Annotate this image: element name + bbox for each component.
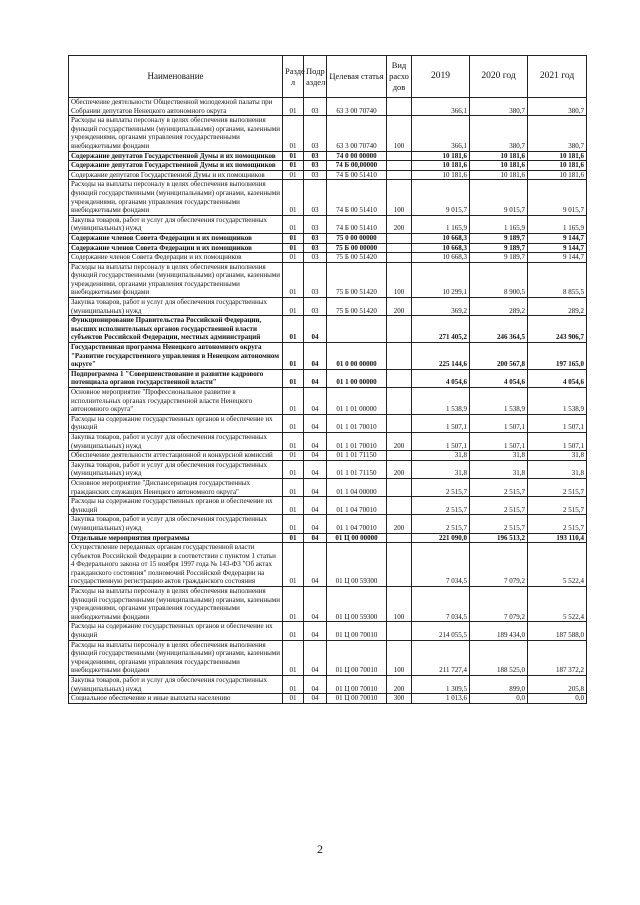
row-expense-type: 200 (387, 298, 412, 316)
row-value-2021: 9 144,7 (528, 233, 587, 243)
row-name: Закупка товаров, работ и услуг для обеспечения государственных (муниципальных) нужд (69, 432, 283, 450)
row-name: Содержание депутатов Государственной Думы и их помощников (69, 151, 283, 161)
row-value-2020: 9 189,7 (470, 243, 528, 253)
header-section: Разде л (283, 56, 304, 98)
row-value-2019: 225 144,6 (412, 343, 470, 370)
row-value-2019: 4 054,6 (412, 369, 470, 387)
table-row (69, 151, 587, 161)
row-value-2019: 271 405,2 (412, 316, 470, 343)
row-value-2019: 366,1 (412, 116, 470, 151)
row-target-article: 01 1 00 00000 (327, 369, 387, 387)
row-value-2020: 1 507,1 (470, 432, 528, 450)
row-value-2020: 10 181,6 (470, 170, 528, 180)
row-value-2021: 8 855,5 (528, 262, 587, 297)
header-year-2020: 2020 год (470, 56, 528, 98)
row-expense-type (387, 478, 412, 496)
row-name: Подпрограмма 1 "Совершенствование и развитие кадрового потенциала органов государственной власти" (69, 369, 283, 387)
row-expense-type (387, 388, 412, 415)
table-row (69, 478, 587, 496)
row-value-2021: 243 906,7 (528, 316, 587, 343)
row-name: Основное мероприятие "Диспансеризация государственных гражданских служащих Ненецкого автономного округа" (69, 478, 283, 496)
row-value-2021: 2 515,7 (528, 515, 587, 533)
row-subsection: 04 (304, 622, 327, 640)
row-target-article: 01 1 01 70010 (327, 432, 387, 450)
row-target-article: 75 0 00 00000 (327, 233, 387, 243)
row-value-2021: 9 144,7 (528, 243, 587, 253)
row-name: Расходы на выплаты персоналу в целях обеспечения выполнения функций государственными (муниципальными) органами, казенными учреждениями, органами управления государственными внебюджетными фондами (69, 180, 283, 215)
row-value-2021: 0,0 (528, 694, 587, 704)
row-value-2019: 366,1 (412, 98, 470, 116)
row-value-2019: 1 507,1 (412, 432, 470, 450)
row-target-article: 01 Ц 00 70010 (327, 622, 387, 640)
row-name: Содержание членов Совета Федерации и их помощников (69, 253, 283, 263)
row-section: 01 (283, 460, 304, 478)
row-expense-type (387, 343, 412, 370)
table-row (69, 243, 587, 253)
row-value-2021: 2 515,7 (528, 497, 587, 515)
row-value-2019: 10 181,6 (412, 161, 470, 171)
row-section: 01 (283, 170, 304, 180)
row-value-2020: 10 181,6 (470, 161, 528, 171)
row-section: 01 (283, 676, 304, 694)
row-value-2020: 8 900,5 (470, 262, 528, 297)
row-subsection: 04 (304, 388, 327, 415)
row-target-article (327, 316, 387, 343)
header-year-2021: 2021 год (528, 56, 587, 98)
row-value-2020: 1 507,1 (470, 414, 528, 432)
row-subsection: 04 (304, 640, 327, 675)
row-name: Расходы на выплаты персоналу в целях обеспечения выполнения функций государственными (муниципальными) органами, казенными учреждениями, органами управления государственными внебюджетными фондами (69, 116, 283, 151)
row-expense-type (387, 233, 412, 243)
row-subsection: 04 (304, 460, 327, 478)
row-value-2020: 7 079,2 (470, 587, 528, 622)
row-value-2021: 5 522,4 (528, 587, 587, 622)
table-row (69, 432, 587, 450)
row-value-2019: 2 515,7 (412, 497, 470, 515)
row-target-article: 63 3 00 70740 (327, 116, 387, 151)
row-value-2020: 188 525,0 (470, 640, 528, 675)
row-expense-type: 100 (387, 640, 412, 675)
row-subsection: 03 (304, 161, 327, 171)
table-row (69, 369, 587, 387)
row-value-2020: 31,8 (470, 451, 528, 461)
table-row (69, 233, 587, 243)
row-value-2020: 0,0 (470, 694, 528, 704)
row-target-article: 63 3 00 70740 (327, 98, 387, 116)
row-value-2019: 10 181,6 (412, 170, 470, 180)
row-section: 01 (283, 233, 304, 243)
row-value-2019: 2 515,7 (412, 515, 470, 533)
table-row (69, 170, 587, 180)
row-value-2020: 2 515,7 (470, 497, 528, 515)
table-row (69, 215, 587, 233)
table-row (69, 543, 587, 587)
row-expense-type (387, 543, 412, 587)
header-target-article: Целевая статья (327, 56, 387, 98)
row-section: 01 (283, 161, 304, 171)
header-expense-type: Вид расхо дов (387, 56, 412, 98)
row-expense-type (387, 369, 412, 387)
row-value-2019: 221 090,0 (412, 533, 470, 543)
row-section: 01 (283, 343, 304, 370)
row-name: Расходы на выплаты персоналу в целях обеспечения выполнения функций государственными (муниципальными) органами, казенными учреждениями, органами управления государственными внебюджетными фондами (69, 262, 283, 297)
row-target-article: 75 Б 00 51420 (327, 262, 387, 297)
row-subsection: 03 (304, 98, 327, 116)
row-section: 01 (283, 432, 304, 450)
row-value-2019: 1 165,9 (412, 215, 470, 233)
row-target-article: 01 1 01 70010 (327, 414, 387, 432)
row-value-2020: 2 515,7 (470, 478, 528, 496)
row-value-2021: 187 372,2 (528, 640, 587, 675)
row-expense-type (387, 161, 412, 171)
row-expense-type (387, 533, 412, 543)
row-value-2021: 193 110,4 (528, 533, 587, 543)
row-value-2021: 1 165,9 (528, 215, 587, 233)
row-target-article: 01 1 01 71150 (327, 460, 387, 478)
row-expense-type: 200 (387, 432, 412, 450)
row-expense-type (387, 451, 412, 461)
table-row (69, 622, 587, 640)
row-value-2019: 7 034,5 (412, 543, 470, 587)
row-subsection: 03 (304, 170, 327, 180)
row-value-2019: 10 668,3 (412, 243, 470, 253)
row-value-2019: 369,2 (412, 298, 470, 316)
row-subsection: 03 (304, 298, 327, 316)
row-value-2021: 5 522,4 (528, 543, 587, 587)
row-value-2021: 197 165,0 (528, 343, 587, 370)
row-value-2019: 31,8 (412, 460, 470, 478)
row-value-2020: 289,2 (470, 298, 528, 316)
table-row (69, 587, 587, 622)
table-row (69, 451, 587, 461)
row-expense-type (387, 98, 412, 116)
table-row (69, 262, 587, 297)
row-expense-type (387, 497, 412, 515)
row-value-2021: 10 181,6 (528, 161, 587, 171)
row-value-2020: 246 364,5 (470, 316, 528, 343)
row-value-2021: 1 507,1 (528, 414, 587, 432)
table-row (69, 388, 587, 415)
row-target-article: 01 1 04 70010 (327, 515, 387, 533)
table-row (69, 694, 587, 704)
row-target-article: 74 Б 00 51410 (327, 170, 387, 180)
row-expense-type: 200 (387, 676, 412, 694)
row-name: Содержание членов Совета Федерации и их помощников (69, 233, 283, 243)
row-value-2021: 187 588,0 (528, 622, 587, 640)
row-target-article: 75 Б 00 51420 (327, 253, 387, 263)
row-section: 01 (283, 543, 304, 587)
row-target-article: 01 0 00 00000 (327, 343, 387, 370)
row-section: 01 (283, 451, 304, 461)
row-value-2021: 380,7 (528, 116, 587, 151)
row-name: Государственная программа Ненецкого автономного округа "Развитие государственного управления в Ненецком автономном округе" (69, 343, 283, 370)
row-value-2020: 196 513,2 (470, 533, 528, 543)
row-section: 01 (283, 98, 304, 116)
row-value-2019: 10 181,6 (412, 151, 470, 161)
row-expense-type: 300 (387, 694, 412, 704)
row-subsection: 04 (304, 414, 327, 432)
row-name: Расходы на содержание государственных органов и обеспечение их функций (69, 622, 283, 640)
row-subsection: 04 (304, 587, 327, 622)
row-target-article: 74 Б 00 51410 (327, 180, 387, 215)
table-row (69, 98, 587, 116)
table-row (69, 640, 587, 675)
row-name: Расходы на содержание государственных органов и обеспечение их функций (69, 414, 283, 432)
row-expense-type: 100 (387, 116, 412, 151)
row-section: 01 (283, 414, 304, 432)
row-value-2020: 7 079,2 (470, 543, 528, 587)
row-section: 01 (283, 316, 304, 343)
row-value-2021: 2 515,7 (528, 478, 587, 496)
row-subsection: 03 (304, 180, 327, 215)
row-section: 01 (283, 533, 304, 543)
table-row (69, 515, 587, 533)
table-row (69, 460, 587, 478)
row-value-2019: 10 668,3 (412, 233, 470, 243)
row-subsection: 04 (304, 694, 327, 704)
row-subsection: 04 (304, 676, 327, 694)
header-year-2019: 2019 (412, 56, 470, 98)
row-target-article: 01 1 04 00000 (327, 478, 387, 496)
row-value-2020: 380,7 (470, 98, 528, 116)
row-name: Обеспечение деятельности аттестационной и конкурсной комиссий (69, 451, 283, 461)
row-target-article: 74 0 00 00000 (327, 151, 387, 161)
row-value-2019: 9 015,7 (412, 180, 470, 215)
table-row (69, 414, 587, 432)
row-value-2020: 380,7 (470, 116, 528, 151)
row-value-2019: 10 299,1 (412, 262, 470, 297)
table-row (69, 161, 587, 171)
header-name: Наименование (69, 56, 283, 98)
row-value-2020: 9 189,7 (470, 233, 528, 243)
row-name: Обеспечение деятельности Общественной молодежной палаты при Собрании депутатов Ненецкого автономного округа (69, 98, 283, 116)
row-subsection: 03 (304, 253, 327, 263)
row-expense-type: 100 (387, 180, 412, 215)
row-expense-type: 200 (387, 515, 412, 533)
table-row (69, 180, 587, 215)
table-row (69, 298, 587, 316)
row-value-2020: 189 434,0 (470, 622, 528, 640)
row-value-2019: 7 034,5 (412, 587, 470, 622)
row-value-2020: 200 567,8 (470, 343, 528, 370)
row-subsection: 04 (304, 316, 327, 343)
row-subsection: 04 (304, 343, 327, 370)
page-number: 2 (317, 842, 323, 856)
row-section: 01 (283, 262, 304, 297)
row-expense-type (387, 253, 412, 263)
row-name: Содержание членов Совета Федерации и их помощников (69, 243, 283, 253)
row-expense-type: 200 (387, 460, 412, 478)
row-target-article: 74 Б 00 51410 (327, 215, 387, 233)
row-subsection: 03 (304, 215, 327, 233)
row-value-2021: 9 144,7 (528, 253, 587, 263)
row-section: 01 (283, 243, 304, 253)
row-value-2019: 2 515,7 (412, 478, 470, 496)
row-target-article: 01 Ц 00 70010 (327, 676, 387, 694)
row-expense-type (387, 170, 412, 180)
row-value-2021: 10 181,6 (528, 151, 587, 161)
row-value-2020: 31,8 (470, 460, 528, 478)
row-name: Основное мероприятие "Профессиональное развитие в исполнительных органах государственной власти Ненецкого автономного округа" (69, 388, 283, 415)
row-section: 01 (283, 180, 304, 215)
row-section: 01 (283, 587, 304, 622)
row-expense-type (387, 151, 412, 161)
row-subsection: 04 (304, 451, 327, 461)
row-section: 01 (283, 116, 304, 151)
row-subsection: 03 (304, 116, 327, 151)
row-name: Закупка товаров, работ и услуг для обеспечения государственных (муниципальных) нужд (69, 215, 283, 233)
table-row (69, 116, 587, 151)
row-subsection: 03 (304, 243, 327, 253)
row-subsection: 04 (304, 497, 327, 515)
row-value-2019: 211 727,4 (412, 640, 470, 675)
row-name: Содержание депутатов Государственной Думы и их помощников (69, 170, 283, 180)
row-target-article: 01 1 01 71150 (327, 451, 387, 461)
row-name: Закупка товаров, работ и услуг для обеспечения государственных (муниципальных) нужд (69, 676, 283, 694)
row-target-article: 01 Ц 00 70010 (327, 694, 387, 704)
row-target-article: 75 Б 00 00000 (327, 243, 387, 253)
row-section: 01 (283, 497, 304, 515)
row-value-2021: 9 015,7 (528, 180, 587, 215)
table-body (69, 98, 587, 704)
row-expense-type (387, 414, 412, 432)
table-row (69, 533, 587, 543)
row-value-2020: 4 054,6 (470, 369, 528, 387)
row-target-article: 01 Ц 00 59300 (327, 587, 387, 622)
row-target-article: 75 Б 00 51420 (327, 298, 387, 316)
row-expense-type: 100 (387, 587, 412, 622)
row-target-article: 01 Ц 00 70010 (327, 640, 387, 675)
row-target-article: 01 1 04 70010 (327, 497, 387, 515)
row-value-2019: 214 055,5 (412, 622, 470, 640)
row-subsection: 03 (304, 262, 327, 297)
row-value-2019: 1 538,9 (412, 388, 470, 415)
row-value-2020: 1 165,9 (470, 215, 528, 233)
row-section: 01 (283, 215, 304, 233)
row-name: Закупка товаров, работ и услуг для обеспечения государственных (муниципальных) нужд (69, 298, 283, 316)
row-name: Закупка товаров, работ и услуг для обеспечения государственных (муниципальных) нужд (69, 515, 283, 533)
row-value-2020: 899,0 (470, 676, 528, 694)
row-name: Расходы на выплаты персоналу в целях обеспечения выполнения функций государственными (муниципальными) органами, казенными учреждениями, органами управления государственными внебюджетными фондами (69, 640, 283, 675)
row-expense-type: 100 (387, 262, 412, 297)
row-target-article: 01 Ц 00 00000 (327, 533, 387, 543)
row-target-article: 01 Ц 00 59300 (327, 543, 387, 587)
budget-table (68, 55, 587, 704)
row-section: 01 (283, 515, 304, 533)
row-value-2019: 1 013,6 (412, 694, 470, 704)
row-value-2020: 9 015,7 (470, 180, 528, 215)
row-name: Отдельные мероприятия программы (69, 533, 283, 543)
row-name: Расходы на содержание государственных органов и обеспечение их функций (69, 497, 283, 515)
row-value-2020: 2 515,7 (470, 515, 528, 533)
header-subsection: Подр аздел (304, 56, 327, 98)
table-row (69, 676, 587, 694)
row-name: Закупка товаров, работ и услуг для обеспечения государственных (муниципальных) нужд (69, 460, 283, 478)
row-section: 01 (283, 640, 304, 675)
row-value-2019: 10 668,3 (412, 253, 470, 263)
table-row (69, 343, 587, 370)
row-value-2021: 31,8 (528, 451, 587, 461)
table-row (69, 253, 587, 263)
row-value-2020: 10 181,6 (470, 151, 528, 161)
row-value-2019: 31,8 (412, 451, 470, 461)
table-row (69, 497, 587, 515)
row-name: Расходы на выплаты персоналу в целях обеспечения выполнения функций государственными (муниципальными) органами, казенными учреждениями, органами управления государственными внебюджетными фондами (69, 587, 283, 622)
row-name: Содержание депутатов Государственной Думы и их помощников (69, 161, 283, 171)
row-value-2021: 4 054,6 (528, 369, 587, 387)
row-value-2020: 9 189,7 (470, 253, 528, 263)
row-subsection: 04 (304, 432, 327, 450)
row-subsection: 04 (304, 533, 327, 543)
row-value-2020: 1 538,9 (470, 388, 528, 415)
row-subsection: 04 (304, 369, 327, 387)
row-section: 01 (283, 388, 304, 415)
row-section: 01 (283, 622, 304, 640)
row-value-2021: 380,7 (528, 98, 587, 116)
row-subsection: 03 (304, 233, 327, 243)
table-row (69, 316, 587, 343)
row-name: Функционирование Правительства Российской Федерации, высших исполнительных органов государственной власти субъектов Российской Федерации, местных администраций (69, 316, 283, 343)
row-expense-type (387, 316, 412, 343)
row-value-2021: 1 538,9 (528, 388, 587, 415)
row-value-2019: 1 309,5 (412, 676, 470, 694)
row-subsection: 04 (304, 515, 327, 533)
row-value-2021: 289,2 (528, 298, 587, 316)
row-value-2019: 1 507,1 (412, 414, 470, 432)
row-subsection: 04 (304, 543, 327, 587)
row-section: 01 (283, 369, 304, 387)
row-section: 01 (283, 253, 304, 263)
row-expense-type (387, 622, 412, 640)
row-target-article: 74 Б 00,00000 (327, 161, 387, 171)
row-section: 01 (283, 151, 304, 161)
row-value-2021: 205,8 (528, 676, 587, 694)
row-value-2021: 1 507,1 (528, 432, 587, 450)
row-expense-type (387, 243, 412, 253)
row-subsection: 03 (304, 151, 327, 161)
row-subsection: 04 (304, 478, 327, 496)
row-name: Осуществление переданных органам государственной власти субъектов Российской Федерации в соответствии с пунктом 1 статьи 4 Федерального закона от 15 ноября 1997 года № 143-ФЗ "Об актах гражданского состояния" полномочий Российской Федерации на государственную регистрацию актов гражданского состояния (69, 543, 283, 587)
row-expense-type: 200 (387, 215, 412, 233)
row-section: 01 (283, 694, 304, 704)
row-value-2021: 10 181,6 (528, 170, 587, 180)
row-section: 01 (283, 298, 304, 316)
row-section: 01 (283, 478, 304, 496)
row-name: Социальное обеспечение и иные выплаты населению (69, 694, 283, 704)
row-value-2021: 31,8 (528, 460, 587, 478)
row-target-article: 01 1 01 00000 (327, 388, 387, 415)
